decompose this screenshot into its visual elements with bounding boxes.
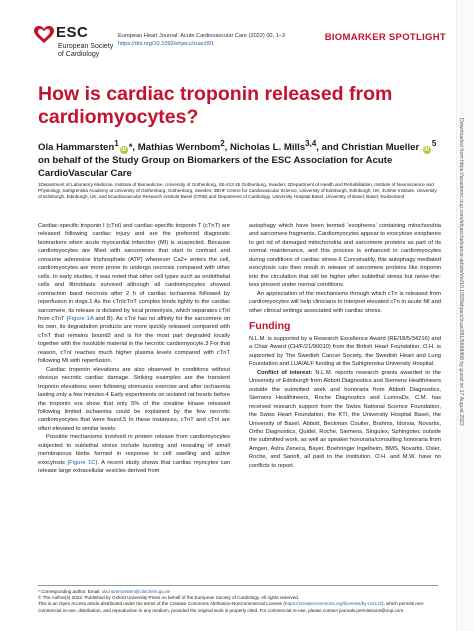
conflict-of-interest (249, 369, 441, 470)
license-text-a: This is an Open Access article distributed under the terms of the Creative Commons Attribution-NonCommercial License ( (38, 601, 285, 607)
coi-text: N.L.M. reports research grants awarded to the University of Edinburgh from Abbott Diagnostics and Siemens Healthineers outside the submitted work and honoraria from Abbott Diagnostics, Siemens Healthineers, Roche Diagnostics and LumiraDx. C.M. has received research support from the Swiss National Science Foundation, the Swiss Heart Foundation, the KTI, the University Hospital Basel, the University of Basel, Abbott, Beckman Coulter, Brahms, Idorsia, Novartis, Ortho Diagnostics, Quidel, Roche, Siemens, Singulex, Sphingotec outside the submitted work, as well as speaker honoraria/consulting honoraria from Amgen, Astra Zeneca, Bayer, Boehringer Ingelheim, BMS, Novartis, Osler, Roche, and Sanofi, all paid to the institution. O.H. and M.W. have no conflicts to report. (249, 369, 441, 469)
orcid-icon[interactable] (423, 146, 431, 154)
logo-subtitle-line1: European Society (58, 43, 114, 50)
author-sup: 3,4 (305, 139, 317, 148)
funding-heading: Funding (249, 319, 291, 332)
coi-heading: Conflict of interest: (257, 369, 313, 376)
author-wernbom: *, Mathias Wernbom (128, 142, 221, 154)
copyright: © The Author(s) 2022. Published by Oxford University Press on behalf of the European Society of Cardiology. All rights reserved. (38, 595, 300, 601)
author-list (38, 137, 438, 180)
article-title: How is cardiac troponin released from cardiomyocytes? (38, 83, 393, 128)
orcid-icon-label: iD (121, 147, 127, 154)
paragraph: Cardiac troponin elevations are also observed in conditions without obvious necrotic cardiac damage. Striking examples are the transient troponin elevations seen following strenuous exercise and after ischaemia lasting only a few minutes.4 Early experiments on isolated rat hearts before the troponin era show that only 5% of the creatine kinase released following limited ischaemia could be explained by the few necrotic cardiomyocytes that were found.5 In these instances, cTnT and cTnI are often elevated to similar levels. (38, 366, 230, 432)
email-link[interactable]: ola.hammarsten@clinchem.gu.se (101, 589, 171, 594)
author-sup: 1 (114, 139, 119, 148)
paragraph (38, 433, 230, 475)
license-text-b: ), which permits non-commercial re-use, distribution, and reproduction in any medium, provided the original work is properly cited. For commercial re-use, please contact journals.permissions@oup.com (38, 601, 425, 613)
study-group-line: on behalf of the Study Group on Biomarkers of the ESC Association for Acute CardioVascular Care (38, 155, 393, 180)
download-watermark (456, 118, 464, 518)
figure-link[interactable]: Figure 1C (69, 459, 96, 466)
download-watermark-text: Downloaded from https://academic.oup.com/ehjacc/advance-article/doi/10.1093/ehjacc/zuac091/6668468 by guest on 17 August 2022 (458, 118, 464, 426)
esc-heart-logo-icon (34, 26, 54, 44)
paragraph: autophagy which have been termed ‘exopheres’ containing mitochondria and sarcomere fragments. Cardiomyocytes appear to exocytose exopheres to get rid of damaged mitochondria and sarcomere proteins as part of its normal maintenance, and this process is enhanced in cardiomyocytes during conditions of cardiac stress.6 Conceivably, this autophagy mediated exocytosis can then result in release of sarcomere proteins like troponin into the circulation that will be higher after sublethal stress but never-the-less present under normal conditions. (249, 223, 441, 289)
journal-info (118, 32, 318, 48)
logo-subtitle (58, 43, 113, 59)
doi-link[interactable]: https://doi.org/10.1093/ehjacc/zuac091 (118, 41, 215, 47)
logo-subtitle-line2: of Cardiology (58, 51, 100, 58)
page-footer (38, 585, 438, 614)
text: and B). As cTnI has no affinity for the sarcomere on its own, its degradation products are more quickly released compared with cTnT that remains bound2 and is for the most part degraded locally together with the insoluble material in the necrotic cardiomyocyte.3 For that reason, cTnI reaches much higher plasma levels compared with cTnT following MI with reperfusion. (38, 315, 231, 365)
author-sup: 5 (431, 139, 437, 148)
left-column (38, 222, 230, 476)
author-sup: 2 (220, 139, 225, 148)
orcid-icon-label: iD (424, 147, 430, 154)
author-mills: , Nicholas L. Mills (224, 142, 306, 154)
license-text (38, 601, 438, 613)
author-hammarsten: Ola Hammarsten (38, 142, 115, 154)
logo-text: ESC (56, 24, 89, 41)
figure-link[interactable]: Figure 1A (68, 315, 94, 322)
page-header (28, 22, 446, 66)
text: Cardiac-specific troponin I (cTnI) and cardiac-specific troponin T (cTnT) are released following cardiac injury and are the preferred diagnostic biomarkers when acute myocardial infarction (MI) is suspected. Because cardiomyocytes are filled with sarcomeres that start to contract and consume adenosine triphosphate (ATP) whenever Ca2+ enters the cell, cardiomyocytes are more prone to undergo necrosis compared with other cells. In early studies, it was noted that other cell types such as endothelial cells and fibroblasts survived although all cardiomyocytes showed contraction band necrosis after 2 h of cardiac ischaemia followed by reperfusion in dogs.1 As the cTnIcTnT complex binds tightly to the cardiac sarcomere, its release is dictated by local proteolysis, which separates cTnI from cTnT ( (38, 223, 230, 322)
paragraph: An appreciation of the mechanisms through which cTn is released from cardiomyocytes will help clinicians to interpret elevated cTn in acute MI and other clinical settings associated with cardiac stress. (249, 290, 441, 314)
right-column (249, 222, 441, 470)
text: ). A recent study shows that cardiac myocytes can release large extracellular vesicles derived from (38, 459, 230, 475)
paragraph (38, 222, 230, 366)
funding-text: N.L.M. is supported by a Research Excellence Award (RE/18/5/34216) and a Chair Award (CH/F/21/90010) from the British Heart Foundation. O.H. is supported by The Swedish Cancer Society, the Swedish Heart and Lung Foundation and LUA/ALF funding at the Sahlgrenska University Hospital. (249, 335, 441, 368)
journal-citation: European Heart Journal: Acute Cardiovascular Care (2022) 00, 1–3 (118, 33, 285, 39)
section-label: BIOMARKER SPOTLIGHT (324, 32, 446, 43)
author-mueller: , and Christian Mueller (316, 142, 420, 154)
affiliations: 1Department of Laboratory Medicine, Institute of Biomedicine, University of Gothenburg, SE-413 45 Gothenburg, Sweden; 2Department of Health and Rehabilitation, Institute of Neuroscience and Physiology, Sahlgrenska Academy at University of Gothenburg, Gothenburg, Sweden; 3BHF Centre for Cardiovascular Science, University of Edinburgh, Edinburgh, UK; 4Usher Institute, University of Edinburgh, Edinburgh, UK; and 5Cardiovascular Research Institute Basel (CRIB) and Department of Cardiology, University Hospital Basel, University of Basel, Basel, Switzerland (38, 182, 437, 200)
corresponding-label: * Corresponding author. Email: (38, 589, 102, 594)
license-link[interactable]: https://creativecommons.org/licenses/by-nc/4.0/ (284, 601, 382, 607)
text: Possible mechanisms involved in protein release from cardiomyocytes subjected to sublethal stress include bursting and resealing of small membranous blebs formed in response to cell swelling and active exocytosis ( (38, 434, 230, 466)
orcid-icon[interactable] (120, 146, 128, 154)
